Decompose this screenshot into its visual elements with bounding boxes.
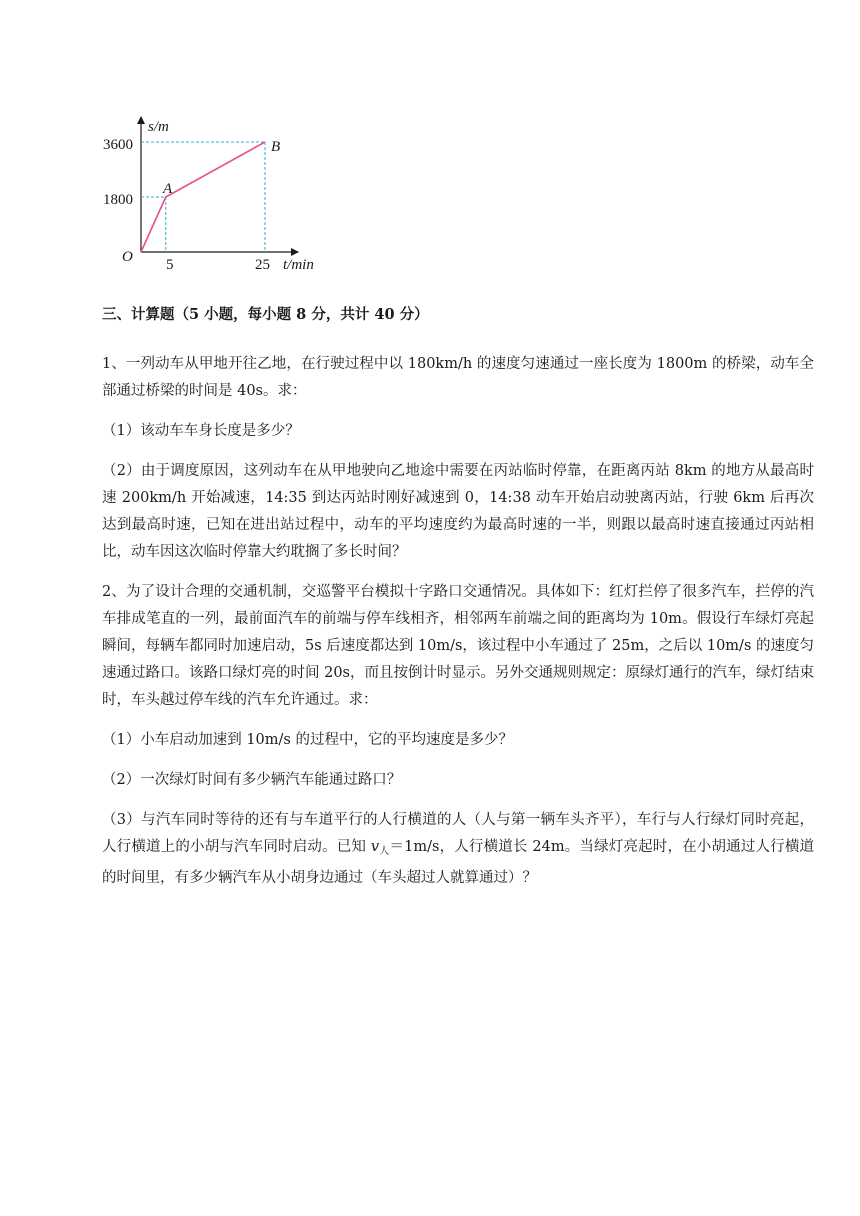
question-section xyxy=(102,303,814,892)
x-tick-5: 5 xyxy=(166,257,174,273)
speed-symbol: v xyxy=(370,839,380,855)
q2-stem: 2、为了设计合理的交通机制，交巡警平台模拟十字路口交通情况。具体如下：红灯拦停了很多汽车，拦停的汽车排成笔直的一列，最前面汽车的前端与停车线相齐，相邻两车前端之间的距离均为 10m。假设行车绿灯亮起瞬间，每辆车都同时加速启动，5s 后速度都达到 10m/s，该过程中小车通过了 25m，之后以 10m/s 的速度匀速通过路口。该路口绿灯亮的时间 20s，而且按倒计时显示。另外交通规则规定：原绿灯通行的汽车，绿灯结束时，车头越过停车线的汽车允许通过。求： xyxy=(102,584,814,708)
dashed-guides xyxy=(141,142,265,252)
q2-part3 xyxy=(102,807,814,892)
y-axis-label: s/m xyxy=(148,119,169,135)
q2-part3-b: ＝1m/s，人行横道长 24m。当绿灯亮起时，在小胡通过人行横道的时间里，有多少辆汽车从小胡身边通过（车头超过人就算通过）？ xyxy=(102,839,814,886)
x-tick-25: 25 xyxy=(255,257,270,273)
section-title: 三、计算题（5 小题，每小题 8 分，共计 40 分） xyxy=(102,306,429,323)
q1-stem: 1、一列动车从甲地开往乙地，在行驶过程中以 180km/h 的速度匀速通过一座长度为 1800m 的桥梁，动车全部通过桥梁的时间是 40s。求： xyxy=(102,356,814,399)
q1-part1: （1）该动车车身长度是多少？ xyxy=(102,423,300,439)
x-axis-label: t/min xyxy=(283,257,314,273)
s-t-graph xyxy=(100,112,340,280)
q1-part2: （2）由于调度原因，这列动车在从甲地驶向乙地途中需要在丙站临时停靠，在距离丙站 8km 的地方从最高时速 200km/h 开始减速，14:35 到达丙站时刚好减速到 0，14:38 动车开始启动驶离丙站，行驶 6km 后再次达到最高时速，已知在进出站过程中，动车的平均速度约为最高时速的一半，则跟以最高时速直接通过丙站相比，动车因这次临时停靠大约耽搁了多长时间？ xyxy=(102,463,814,560)
y-tick-1800: 1800 xyxy=(103,192,133,208)
point-a-label: A xyxy=(163,181,173,197)
s-t-line xyxy=(141,142,265,252)
y-tick-3600: 3600 xyxy=(103,137,133,153)
point-b-label: B xyxy=(271,139,281,155)
q2-part1: （1）小车启动加速到 10m/s 的过程中，它的平均速度是多少？ xyxy=(102,732,513,748)
q2-part2: （2）一次绿灯时间有多少辆汽车能通过路口？ xyxy=(102,772,402,788)
speed-subscript: 人 xyxy=(379,846,390,857)
q2-part3-a: （3）与汽车同时等待的还有与车道平行的人行横道的人（人与第一辆车头齐平），车行与人行绿灯同时亮起，人行横道上的小胡与汽车同时启动。已知 xyxy=(102,812,814,855)
origin-label: O xyxy=(122,249,133,265)
